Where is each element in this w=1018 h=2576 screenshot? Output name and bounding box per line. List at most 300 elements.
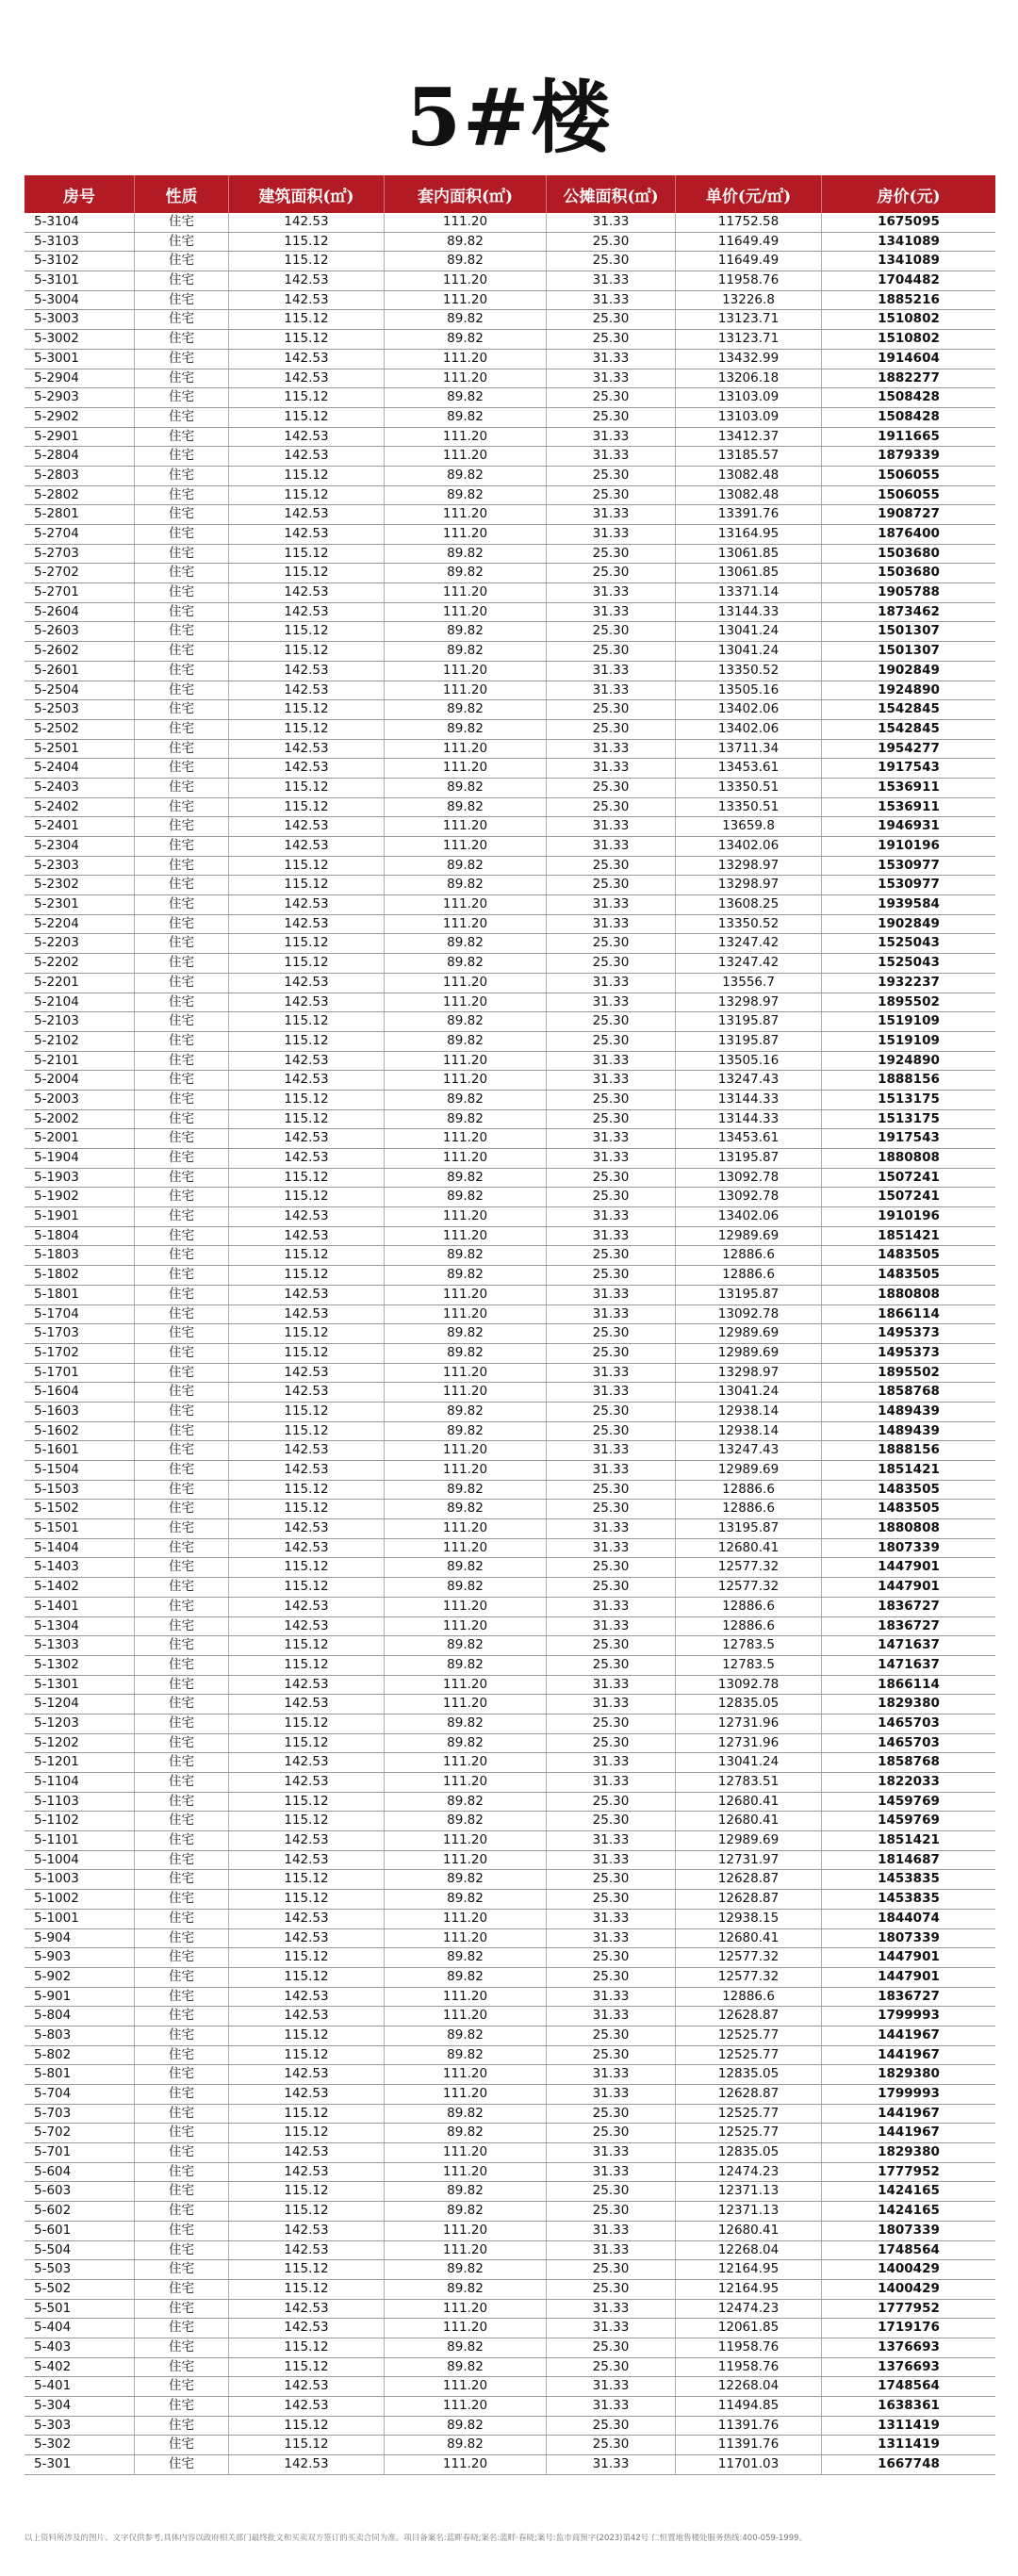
cell-shared-area: 25.30: [547, 2202, 676, 2221]
cell-room-number: 5-1702: [25, 1344, 135, 1363]
cell-building-area: 115.12: [229, 1734, 385, 1753]
cell-shared-area: 31.33: [547, 2397, 676, 2416]
cell-shared-area: 31.33: [547, 662, 676, 681]
cell-room-number: 5-401: [25, 2377, 135, 2396]
cell-total-price: 1525043: [878, 935, 940, 951]
cell-shared-area: 25.30: [547, 2280, 676, 2299]
cell-property-type: 住宅: [135, 974, 229, 993]
cell-shared-area: 25.30: [547, 779, 676, 797]
cell-building-area: 142.53: [229, 1910, 385, 1928]
cell-building-area: 115.12: [229, 1636, 385, 1655]
cell-building-area: 115.12: [229, 1032, 385, 1051]
cell-inner-area: 89.82: [385, 1246, 547, 1265]
cell-building-area: 115.12: [229, 1403, 385, 1421]
cell-unit-price: 12886.6: [676, 1617, 822, 1636]
cell-unit-price: 13247.43: [676, 1071, 822, 1090]
cell-unit-price: 13350.51: [676, 779, 822, 797]
cell-property-type: 住宅: [135, 2046, 229, 2065]
cell-building-area: 115.12: [229, 564, 385, 582]
cell-building-area: 142.53: [229, 1598, 385, 1616]
cell-unit-price: 13432.99: [676, 350, 822, 369]
cell-total-price: 1483505: [878, 1501, 940, 1517]
cell-room-number: 5-1201: [25, 1753, 135, 1772]
cell-property-type: 住宅: [135, 2300, 229, 2319]
cell-property-type: 住宅: [135, 1715, 229, 1733]
cell-building-area: 115.12: [229, 1870, 385, 1889]
cell-total-price: 1465703: [878, 1734, 940, 1750]
cell-shared-area: 25.30: [547, 564, 676, 582]
table-row: [25, 974, 995, 993]
cell-property-type: 住宅: [135, 759, 229, 778]
cell-total-price: 1873462: [878, 603, 940, 619]
cell-building-area: 142.53: [229, 291, 385, 310]
cell-building-area: 142.53: [229, 759, 385, 778]
cell-room-number: 5-804: [25, 2007, 135, 2026]
table-row: [25, 2377, 995, 2397]
cell-unit-price: 13041.24: [676, 642, 822, 661]
cell-total-price: 1851421: [878, 1832, 940, 1848]
cell-shared-area: 25.30: [547, 1266, 676, 1285]
cell-inner-area: 89.82: [385, 642, 547, 661]
price-table: [25, 175, 995, 2475]
cell-shared-area: 31.33: [547, 2065, 676, 2084]
cell-total-price: 1836727: [878, 1617, 940, 1633]
cell-inner-area: 89.82: [385, 1890, 547, 1909]
cell-shared-area: 31.33: [547, 759, 676, 778]
cell-property-type: 住宅: [135, 2377, 229, 2396]
cell-total-price: 1895502: [878, 1364, 940, 1380]
cell-inner-area: 89.82: [385, 2280, 547, 2299]
cell-inner-area: 89.82: [385, 252, 547, 271]
cell-property-type: 住宅: [135, 662, 229, 681]
cell-room-number: 5-502: [25, 2280, 135, 2299]
cell-total-price: 1851421: [878, 1462, 940, 1477]
cell-shared-area: 31.33: [547, 583, 676, 602]
cell-total-price: 1453835: [878, 1891, 940, 1907]
cell-building-area: 142.53: [229, 837, 385, 856]
cell-property-type: 住宅: [135, 2338, 229, 2357]
cell-unit-price: 12731.96: [676, 1715, 822, 1733]
cell-shared-area: 25.30: [547, 1578, 676, 1597]
table-row: [25, 817, 995, 837]
cell-total-price: 1447901: [878, 1949, 940, 1965]
table-row: [25, 622, 995, 642]
cell-total-price: 1858768: [878, 1384, 940, 1400]
cell-shared-area: 25.30: [547, 1715, 676, 1733]
table-row: [25, 1851, 995, 1871]
table-row: [25, 1149, 995, 1169]
cell-building-area: 115.12: [229, 2026, 385, 2045]
cell-total-price: 1508428: [878, 389, 940, 405]
cell-total-price: 1465703: [878, 1715, 940, 1731]
cell-inner-area: 111.20: [385, 2085, 547, 2104]
cell-shared-area: 31.33: [547, 837, 676, 856]
cell-inner-area: 89.82: [385, 2124, 547, 2142]
table-row: [25, 1910, 995, 1929]
cell-shared-area: 31.33: [547, 1929, 676, 1948]
cell-unit-price: 11391.76: [676, 2417, 822, 2436]
cell-property-type: 住宅: [135, 1188, 229, 1206]
cell-room-number: 5-2501: [25, 740, 135, 759]
cell-total-price: 1910196: [878, 838, 940, 853]
cell-building-area: 115.12: [229, 1500, 385, 1518]
table-row: [25, 1753, 995, 1773]
cell-inner-area: 89.82: [385, 1481, 547, 1500]
cell-building-area: 115.12: [229, 1012, 385, 1031]
cell-building-area: 115.12: [229, 1110, 385, 1129]
table-row: [25, 2397, 995, 2417]
table-row: [25, 1812, 995, 1831]
cell-property-type: 住宅: [135, 1695, 229, 1714]
cell-room-number: 5-2003: [25, 1091, 135, 1109]
cell-property-type: 住宅: [135, 895, 229, 914]
cell-total-price: 1311419: [878, 2417, 940, 2433]
table-row: [25, 915, 995, 935]
cell-unit-price: 13350.52: [676, 662, 822, 681]
cell-building-area: 115.12: [229, 857, 385, 876]
cell-property-type: 住宅: [135, 2417, 229, 2436]
cell-shared-area: 31.33: [547, 1207, 676, 1226]
cell-unit-price: 13092.78: [676, 1188, 822, 1206]
cell-inner-area: 89.82: [385, 1188, 547, 1206]
cell-total-price: 1807339: [878, 2222, 940, 2238]
cell-building-area: 115.12: [229, 1246, 385, 1265]
cell-building-area: 142.53: [229, 1383, 385, 1402]
cell-total-price: 1447901: [878, 1968, 940, 1984]
cell-total-price: 1525043: [878, 955, 940, 971]
cell-unit-price: 12989.69: [676, 1344, 822, 1363]
cell-building-area: 115.12: [229, 1169, 385, 1188]
cell-unit-price: 13402.06: [676, 700, 822, 719]
cell-inner-area: 111.20: [385, 505, 547, 524]
cell-shared-area: 25.30: [547, 1169, 676, 1188]
cell-total-price: 1400429: [878, 2280, 940, 2296]
cell-building-area: 115.12: [229, 2105, 385, 2124]
cell-property-type: 住宅: [135, 740, 229, 759]
cell-property-type: 住宅: [135, 1851, 229, 1870]
cell-building-area: 115.12: [229, 1188, 385, 1206]
cell-inner-area: 89.82: [385, 876, 547, 894]
cell-room-number: 5-503: [25, 2260, 135, 2279]
cell-shared-area: 31.33: [547, 1149, 676, 1168]
table-row: [25, 1558, 995, 1578]
cell-property-type: 住宅: [135, 310, 229, 329]
cell-property-type: 住宅: [135, 1129, 229, 1148]
cell-inner-area: 111.20: [385, 2007, 547, 2026]
cell-property-type: 住宅: [135, 622, 229, 641]
table-row: [25, 876, 995, 895]
cell-inner-area: 111.20: [385, 1753, 547, 1772]
cell-inner-area: 111.20: [385, 1598, 547, 1616]
table-row: [25, 2085, 995, 2105]
cell-property-type: 住宅: [135, 233, 229, 252]
cell-unit-price: 13391.76: [676, 505, 822, 524]
cell-inner-area: 111.20: [385, 1831, 547, 1850]
cell-unit-price: 12164.95: [676, 2260, 822, 2279]
table-row: [25, 1831, 995, 1851]
cell-building-area: 142.53: [229, 817, 385, 836]
cell-room-number: 5-1103: [25, 1793, 135, 1812]
cell-building-area: 115.12: [229, 798, 385, 817]
cell-property-type: 住宅: [135, 1734, 229, 1753]
cell-unit-price: 13298.97: [676, 857, 822, 876]
cell-room-number: 5-2703: [25, 545, 135, 564]
cell-inner-area: 89.82: [385, 720, 547, 739]
cell-total-price: 1508428: [878, 408, 940, 424]
cell-total-price: 1675095: [878, 214, 940, 229]
cell-inner-area: 111.20: [385, 817, 547, 836]
cell-total-price: 1799993: [878, 2086, 940, 2101]
cell-total-price: 1882277: [878, 369, 940, 386]
cell-property-type: 住宅: [135, 1558, 229, 1577]
cell-inner-area: 89.82: [385, 857, 547, 876]
cell-unit-price: 12268.04: [676, 2241, 822, 2260]
cell-building-area: 115.12: [229, 1266, 385, 1285]
cell-building-area: 115.12: [229, 1890, 385, 1909]
cell-room-number: 5-1404: [25, 1539, 135, 1558]
cell-property-type: 住宅: [135, 2202, 229, 2221]
cell-total-price: 1748564: [878, 2378, 940, 2394]
cell-shared-area: 31.33: [547, 369, 676, 388]
cell-unit-price: 13041.24: [676, 1383, 822, 1402]
cell-property-type: 住宅: [135, 2260, 229, 2279]
cell-room-number: 5-2302: [25, 876, 135, 894]
cell-inner-area: 111.20: [385, 1071, 547, 1090]
table-row: [25, 2163, 995, 2183]
table-row: [25, 271, 995, 291]
cell-property-type: 住宅: [135, 408, 229, 427]
cell-shared-area: 31.33: [547, 1227, 676, 1246]
cell-unit-price: 11649.49: [676, 252, 822, 271]
cell-total-price: 1459769: [878, 1813, 940, 1829]
cell-room-number: 5-2601: [25, 662, 135, 681]
cell-total-price: 1719176: [878, 2320, 940, 2336]
cell-total-price: 1836727: [878, 1988, 940, 2004]
cell-inner-area: 111.20: [385, 1441, 547, 1460]
cell-room-number: 5-1604: [25, 1383, 135, 1402]
cell-inner-area: 89.82: [385, 2260, 547, 2279]
table-row: [25, 447, 995, 467]
cell-inner-area: 111.20: [385, 2319, 547, 2338]
table-row: [25, 700, 995, 720]
cell-unit-price: 13298.97: [676, 993, 822, 1012]
table-row: [25, 954, 995, 974]
cell-unit-price: 12680.41: [676, 1812, 822, 1830]
cell-building-area: 115.12: [229, 1968, 385, 1987]
cell-room-number: 5-1504: [25, 1461, 135, 1480]
cell-total-price: 1311419: [878, 2437, 940, 2453]
cell-unit-price: 12731.96: [676, 1734, 822, 1753]
cell-shared-area: 31.33: [547, 1617, 676, 1636]
cell-inner-area: 89.82: [385, 1091, 547, 1109]
cell-total-price: 1880808: [878, 1286, 940, 1302]
cell-shared-area: 25.30: [547, 798, 676, 817]
table-row: [25, 1617, 995, 1637]
cell-inner-area: 111.20: [385, 1461, 547, 1480]
cell-total-price: 1876400: [878, 526, 940, 541]
header-shared-area: 公摊面积(㎡): [547, 175, 676, 213]
cell-property-type: 住宅: [135, 2280, 229, 2299]
table-row: [25, 1519, 995, 1539]
cell-building-area: 115.12: [229, 545, 385, 564]
cell-unit-price: 13123.71: [676, 310, 822, 329]
cell-shared-area: 25.30: [547, 2182, 676, 2201]
table-row: [25, 1734, 995, 1754]
cell-property-type: 住宅: [135, 467, 229, 485]
cell-inner-area: 111.20: [385, 1305, 547, 1324]
cell-shared-area: 31.33: [547, 1851, 676, 1870]
cell-inner-area: 89.82: [385, 467, 547, 485]
cell-inner-area: 111.20: [385, 369, 547, 388]
header-total-price: 房价(元): [877, 187, 941, 206]
cell-unit-price: 13195.87: [676, 1012, 822, 1031]
cell-shared-area: 31.33: [547, 1052, 676, 1071]
cell-room-number: 5-1603: [25, 1403, 135, 1421]
cell-shared-area: 31.33: [547, 213, 676, 232]
cell-unit-price: 12680.41: [676, 2222, 822, 2240]
cell-shared-area: 31.33: [547, 2163, 676, 2182]
cell-property-type: 住宅: [135, 1812, 229, 1830]
cell-total-price: 1777952: [878, 2300, 940, 2316]
cell-total-price: 1510802: [878, 311, 940, 327]
cell-building-area: 142.53: [229, 915, 385, 934]
cell-building-area: 115.12: [229, 467, 385, 485]
table-row: [25, 1598, 995, 1617]
cell-inner-area: 111.20: [385, 1988, 547, 2007]
cell-inner-area: 89.82: [385, 2105, 547, 2124]
cell-shared-area: 31.33: [547, 1831, 676, 1850]
cell-room-number: 5-1402: [25, 1578, 135, 1597]
cell-shared-area: 31.33: [547, 350, 676, 369]
cell-shared-area: 25.30: [547, 934, 676, 953]
cell-inner-area: 111.20: [385, 2397, 547, 2416]
cell-building-area: 142.53: [229, 662, 385, 681]
table-row: [25, 662, 995, 681]
cell-building-area: 142.53: [229, 1149, 385, 1168]
cell-room-number: 5-403: [25, 2338, 135, 2357]
cell-total-price: 1905788: [878, 584, 940, 600]
table-row: [25, 1227, 995, 1247]
cell-unit-price: 11391.76: [676, 2436, 822, 2454]
table-row: [25, 2046, 995, 2066]
cell-total-price: 1858768: [878, 1754, 940, 1770]
cell-inner-area: 89.82: [385, 1110, 547, 1129]
cell-building-area: 115.12: [229, 642, 385, 661]
cell-unit-price: 13453.61: [676, 1129, 822, 1148]
cell-shared-area: 31.33: [547, 915, 676, 934]
cell-total-price: 1829380: [878, 1696, 940, 1712]
cell-property-type: 住宅: [135, 1324, 229, 1343]
cell-unit-price: 12577.32: [676, 1948, 822, 1967]
cell-inner-area: 89.82: [385, 388, 547, 407]
cell-total-price: 1822033: [878, 1774, 940, 1789]
cell-building-area: 115.12: [229, 876, 385, 894]
cell-property-type: 住宅: [135, 525, 229, 544]
cell-building-area: 115.12: [229, 388, 385, 407]
cell-shared-area: 31.33: [547, 1773, 676, 1792]
cell-total-price: 1483505: [878, 1481, 940, 1497]
cell-property-type: 住宅: [135, 1207, 229, 1226]
cell-shared-area: 25.30: [547, 330, 676, 349]
cell-total-price: 1495373: [878, 1325, 940, 1341]
cell-total-price: 1519109: [878, 1032, 940, 1048]
cell-inner-area: 89.82: [385, 934, 547, 953]
cell-building-area: 142.53: [229, 1988, 385, 2007]
table-row: [25, 1344, 995, 1364]
cell-building-area: 115.12: [229, 252, 385, 271]
cell-total-price: 1880808: [878, 1150, 940, 1165]
cell-inner-area: 111.20: [385, 2163, 547, 2182]
cell-room-number: 5-1503: [25, 1481, 135, 1500]
cell-building-area: 142.53: [229, 1129, 385, 1148]
cell-shared-area: 31.33: [547, 1988, 676, 2007]
cell-building-area: 142.53: [229, 1929, 385, 1948]
cell-unit-price: 13144.33: [676, 1091, 822, 1109]
cell-unit-price: 12164.95: [676, 2280, 822, 2299]
cell-total-price: 1895502: [878, 993, 940, 1009]
cell-property-type: 住宅: [135, 2163, 229, 2182]
cell-total-price: 1495373: [878, 1344, 940, 1360]
cell-unit-price: 13402.06: [676, 837, 822, 856]
cell-inner-area: 89.82: [385, 2338, 547, 2357]
cell-total-price: 1376693: [878, 2338, 940, 2354]
cell-shared-area: 25.30: [547, 954, 676, 973]
table-row: [25, 428, 995, 448]
cell-building-area: 142.53: [229, 1052, 385, 1071]
table-row: [25, 545, 995, 565]
cell-total-price: 1530977: [878, 857, 940, 873]
cell-unit-price: 13195.87: [676, 1032, 822, 1051]
cell-property-type: 住宅: [135, 2182, 229, 2201]
table-row: [25, 564, 995, 583]
cell-building-area: 142.53: [229, 271, 385, 290]
cell-shared-area: 31.33: [547, 525, 676, 544]
cell-room-number: 5-603: [25, 2182, 135, 2201]
cell-shared-area: 25.30: [547, 1324, 676, 1343]
cell-unit-price: 12783.5: [676, 1636, 822, 1655]
cell-inner-area: 111.20: [385, 837, 547, 856]
cell-inner-area: 89.82: [385, 1324, 547, 1343]
cell-shared-area: 31.33: [547, 1286, 676, 1304]
cell-building-area: 115.12: [229, 720, 385, 739]
cell-inner-area: 89.82: [385, 1734, 547, 1753]
table-row: [25, 1539, 995, 1559]
cell-building-area: 115.12: [229, 1656, 385, 1675]
cell-property-type: 住宅: [135, 1500, 229, 1518]
cell-property-type: 住宅: [135, 2358, 229, 2377]
header-building-area: 建筑面积(㎡): [229, 175, 385, 213]
cell-unit-price: 13556.7: [676, 974, 822, 993]
cell-unit-price: 12886.6: [676, 1246, 822, 1265]
cell-room-number: 5-1901: [25, 1207, 135, 1226]
cell-building-area: 115.12: [229, 2260, 385, 2279]
cell-building-area: 115.12: [229, 1715, 385, 1733]
cell-shared-area: 25.30: [547, 2358, 676, 2377]
cell-room-number: 5-2901: [25, 428, 135, 447]
cell-shared-area: 31.33: [547, 1071, 676, 1090]
cell-room-number: 5-1704: [25, 1305, 135, 1324]
cell-building-area: 142.53: [229, 2143, 385, 2162]
cell-inner-area: 111.20: [385, 1519, 547, 1538]
cell-room-number: 5-1002: [25, 1890, 135, 1909]
cell-property-type: 住宅: [135, 2241, 229, 2260]
cell-total-price: 1513175: [878, 1091, 940, 1107]
cell-unit-price: 13247.43: [676, 1441, 822, 1460]
table-row: [25, 310, 995, 330]
cell-unit-price: 12268.04: [676, 2377, 822, 2396]
cell-building-area: 142.53: [229, 2085, 385, 2104]
cell-total-price: 1748564: [878, 2241, 940, 2257]
